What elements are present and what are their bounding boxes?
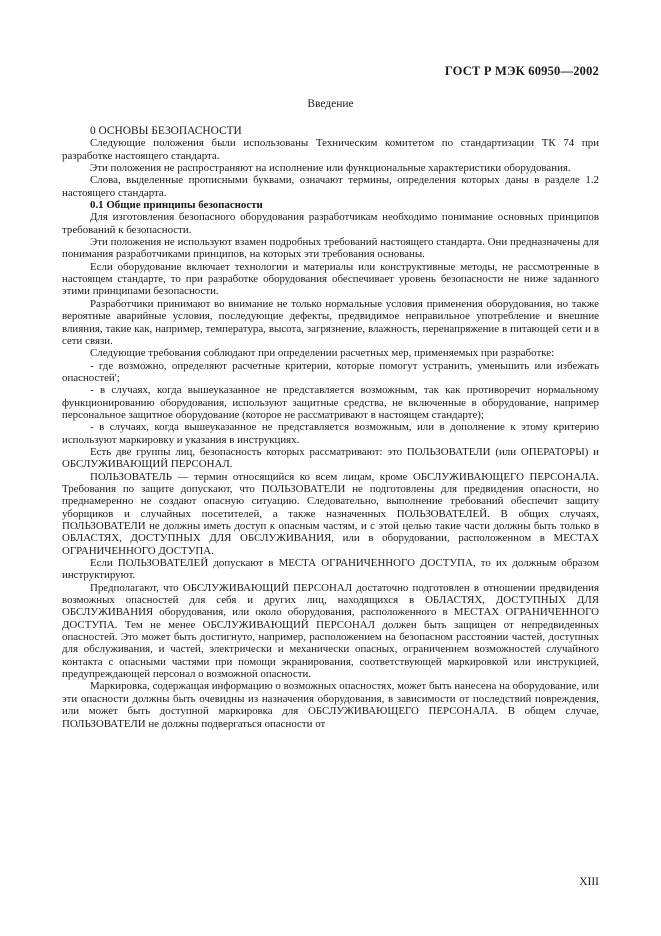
paragraph: Для изготовления безопасного оборудования разработчикам необходимо понимание основных принципов требований к безопасности. xyxy=(62,211,599,236)
paragraph: - в случаях, когда вышеуказанное не представляется возможным, или в дополнение к этому критерию используют маркировку и указания в инструкциях. xyxy=(62,421,599,446)
paragraph: Слова, выделенные прописными буквами, означают термины, определения которых даны в разделе 1.2 настоящего стандарта. xyxy=(62,174,599,199)
paragraph: ПОЛЬЗОВАТЕЛЬ — термин относящийся ко всем лицам, кроме ОБСЛУЖИВАЮЩЕГО ПЕРСОНАЛА. Требования по защите допускают, что ПОЛЬЗОВАТЕЛИ не подготовлены для предвидения опасности, но преднамеренно не создают опасную ситуацию. Следовательно, выполнение требований обеспечит защиту уборщиков и случайных посетителей, а также назначенных ПОЛЬЗОВАТЕЛЕЙ. В общих случаях, ПОЛЬЗОВАТЕЛИ не должны иметь доступ к опасным частям, и с этой целью такие части должны быть только в ОБЛАСТЯХ, ДОСТУПНЫХ ДЛЯ ОБСЛУЖИВАНИЯ, или в оборудовании, расположенном в МЕСТАХ ОГРАНИЧЕННОГО ДОСТУПА. xyxy=(62,470,599,557)
page-number: XIII xyxy=(579,876,599,888)
standard-header: ГОСТ Р МЭК 60950—2002 xyxy=(444,64,599,78)
paragraph: Если оборудование включает технологии и материалы или конструктивные методы, не рассмотренные в настоящем стандарте, то при разработке оборудования обеспечивает уровень безопасности не ниже заданного этими принципами безопасности. xyxy=(62,260,599,298)
paragraph: Если ПОЛЬЗОВАТЕЛЕЙ допускают в МЕСТА ОГРАНИЧЕННОГО ДОСТУПА, то их должным образом инструктируют. xyxy=(62,557,599,582)
paragraph: Разработчики принимают во внимание не только нормальные условия применения оборудования, но также вероятные аварийные условия, последующие дефекты, предвидимое неправильное употребление и внешние влияния, такие как, например, температура, высота, загрязнение, влажность, перенапряжение в питающей сети и в сети связи. xyxy=(62,297,599,347)
paragraph: Есть две группы лиц, безопасность которых рассматривают: это ПОЛЬЗОВАТЕЛИ (или ОПЕРАТОРЫ) и ОБСЛУЖИВАЮЩИЙ ПЕРСОНАЛ. xyxy=(62,445,599,471)
paragraph: Следующие положения были использованы Техническим комитетом по стандартизации ТК 74 при разработке настоящего стандарта. xyxy=(62,137,599,162)
paragraph: Эти положения не используют взамен подробных требований настоящего стандарта. Они предназначены для понимания разработчиками принципов, на которых эти требования основаны. xyxy=(62,236,599,261)
paragraph: Следующие требования соблюдают при определении расчетных мер, применяемых при разработке: xyxy=(90,347,555,360)
page-title: Введение xyxy=(307,98,354,110)
paragraph: - в случаях, когда вышеуказанное не представляется возможным, так как противоречит нормальному функционированию оборудования, используют защитные средства, не включенные в оборудование, например персональное защитное оборудование (которое не рассматривают в настоящем стандарте); xyxy=(62,384,599,421)
section-heading: 0 ОСНОВЫ БЕЗОПАСНОСТИ xyxy=(90,125,242,137)
paragraph: - где возможно, определяют расчетные критерии, которые помогут устранить, уменьшить или избежать опасностей'; xyxy=(62,359,599,384)
paragraph: Маркировка, содержащая информацию о возможных опасностях, может быть нанесена на оборудование, или эти опасности должны быть очевидны из назначения оборудования, в зависимости от последствий повреждения, или может быть доступной маркировка для ОБСЛУЖИВАЮЩЕГО ПЕРСОНАЛА. В общем случае, ПОЛЬЗОВАТЕЛИ не должны подвергаться опасности от xyxy=(62,680,599,730)
paragraph: Предполагают, что ОБСЛУЖИВАЮЩИЙ ПЕРСОНАЛ достаточно подготовлен в отношении предвидения возможных опасностей для себя и других лиц, находящихся в ОБЛАСТЯХ, ДОСТУПНЫХ ДЛЯ ОБСЛУЖИВАНИЯ оборудования, или около оборудования, расположенного в МЕСТАХ ОГРАНИЧЕННОГО ДОСТУПА. Тем не менее ОБСЛУЖИВАЮЩИЙ ПЕРСОНАЛ должен быть защищен от непредвиденных опасностей. Это может быть достигнуто, например, расположением на безопасном расстоянии частей, доступных для обслуживания, и частей, электрически и механически опасных, ограничением возможностей случайного контакта с опасными частями при помощи экранирования, соответствующей маркировкой или инструкцией, предупреждающей персонал о возможной опасности. xyxy=(62,581,599,681)
subsection-heading: 0.1 Общие принципы безопасности xyxy=(90,199,263,212)
document-body xyxy=(62,124,599,730)
paragraph: Эти положения не распространяют на исполнение или функциональные характеристики оборудования. xyxy=(90,162,571,175)
